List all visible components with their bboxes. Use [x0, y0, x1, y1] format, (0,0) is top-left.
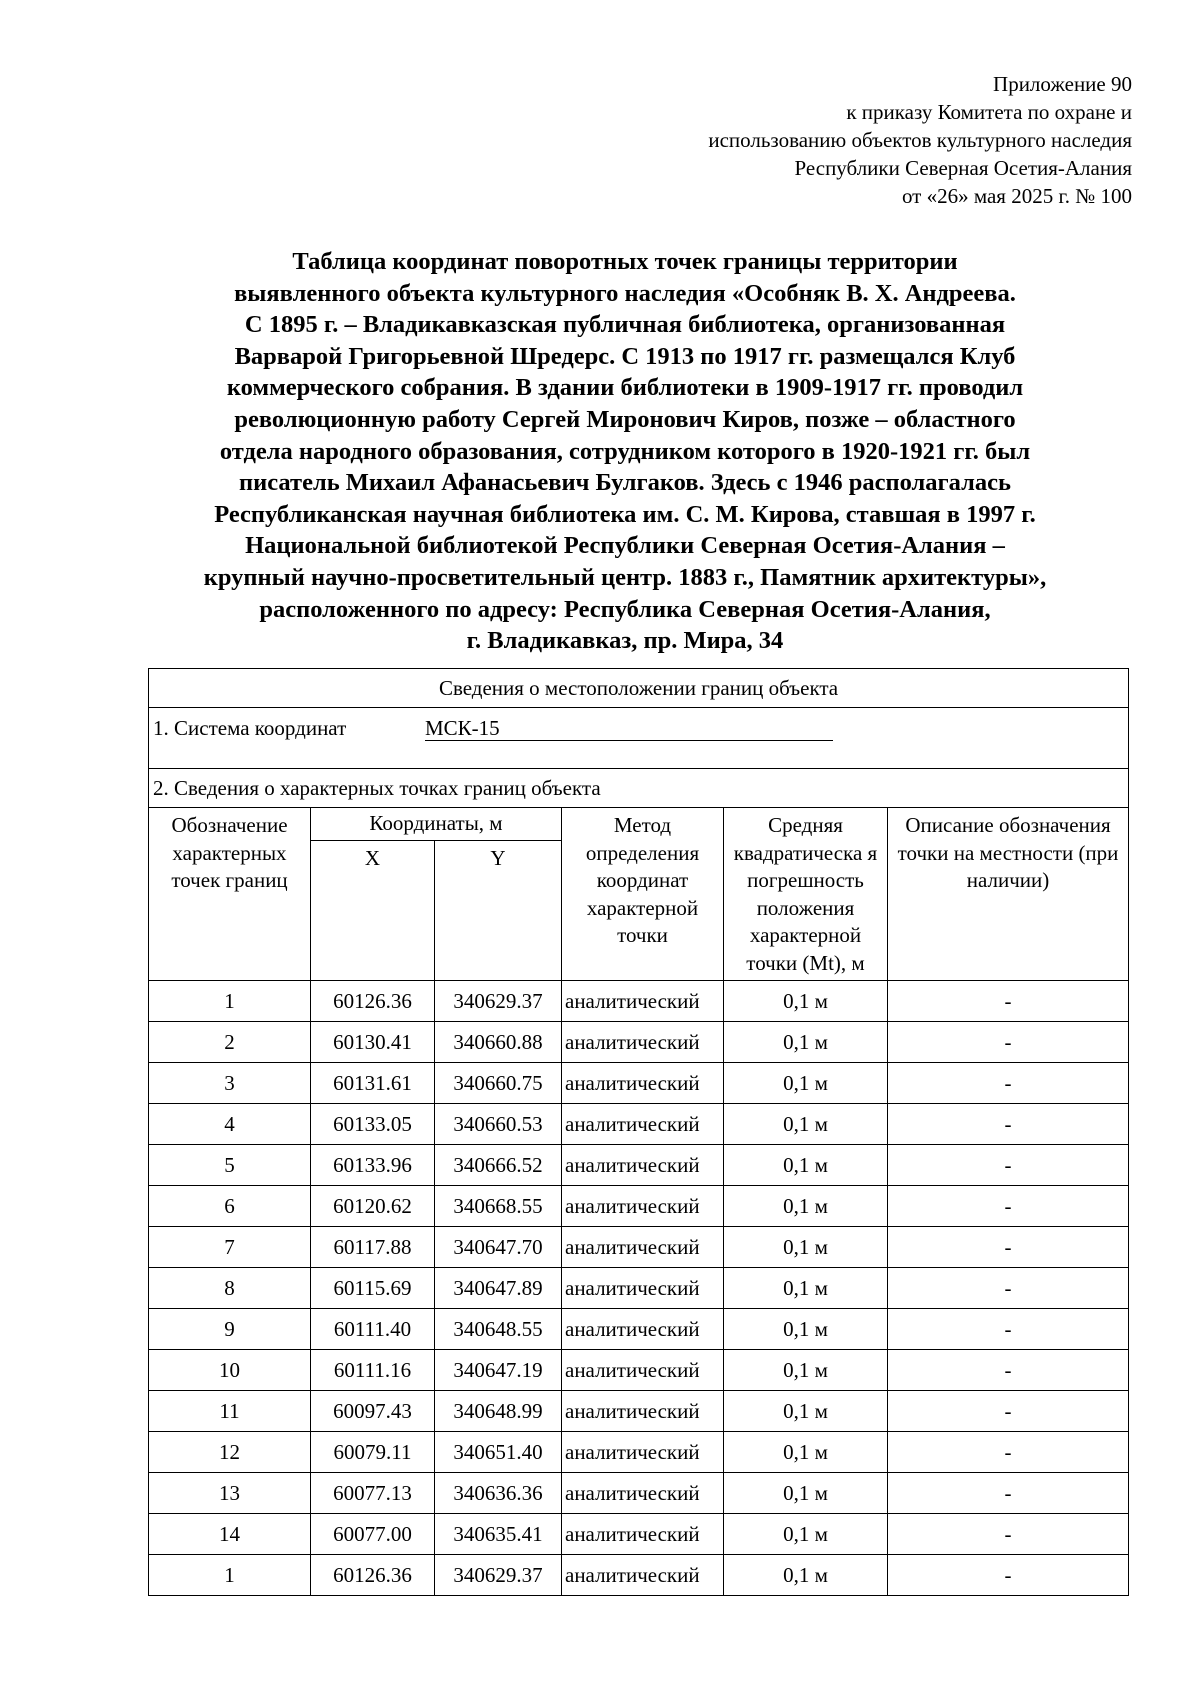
title-line: Таблица координат поворотных точек границы территории: [292, 248, 958, 275]
coordinate-x: 60077.00: [311, 1514, 435, 1555]
header-line: Приложение 90: [993, 72, 1132, 96]
point-number: 7: [149, 1227, 311, 1268]
table-row: [149, 1145, 1129, 1186]
coordinate-system-cell: [149, 708, 1129, 769]
error-value: 0,1 м: [724, 1104, 888, 1145]
point-number: 10: [149, 1350, 311, 1391]
error-value: 0,1 м: [724, 1268, 888, 1309]
point-number: 5: [149, 1145, 311, 1186]
point-number: 1: [149, 981, 311, 1022]
point-number: 9: [149, 1309, 311, 1350]
point-number: 11: [149, 1391, 311, 1432]
table-row: [149, 1186, 1129, 1227]
title-line: крупный научно-просветительный центр. 1883 г., Памятник архитектуры»,: [203, 563, 1047, 591]
method-value: аналитический: [562, 1432, 724, 1473]
title-line: г. Владикавказ, пр. Мира, 34: [466, 627, 784, 655]
column-header-x: X: [311, 841, 435, 981]
coordinate-y: 340648.55: [435, 1309, 562, 1350]
error-value: 0,1 м: [724, 1473, 888, 1514]
title-line: Республиканская научная библиотека им. С. М. Кирова, ставшая в 1997 г.: [214, 500, 1036, 528]
description-value: -: [888, 1473, 1129, 1514]
coordinate-y: 340660.88: [435, 1022, 562, 1063]
table-row: [149, 1350, 1129, 1391]
column-header-method: Метод определения координат характерной точки: [562, 808, 724, 981]
coordinate-y: 340648.99: [435, 1391, 562, 1432]
header-line: к приказу Комитета по охране и: [846, 100, 1132, 124]
point-number: 8: [149, 1268, 311, 1309]
title-line: отдела народного образования, сотрудником которого в 1920-1921 гг. был: [219, 437, 1031, 465]
table-row: [149, 981, 1129, 1022]
description-value: -: [888, 1350, 1129, 1391]
column-header-coordinates: Координаты, м: [311, 808, 562, 841]
error-value: 0,1 м: [724, 1432, 888, 1473]
coordinate-y: 340660.53: [435, 1104, 562, 1145]
coordinate-x: 60097.43: [311, 1391, 435, 1432]
table-row: [149, 1473, 1129, 1514]
description-value: -: [888, 1104, 1129, 1145]
method-value: аналитический: [562, 1022, 724, 1063]
coordinate-x: 60130.41: [311, 1022, 435, 1063]
error-value: 0,1 м: [724, 1555, 888, 1596]
coordinate-y: 340666.52: [435, 1145, 562, 1186]
description-value: -: [888, 1268, 1129, 1309]
method-value: аналитический: [562, 981, 724, 1022]
title-line: коммерческого собрания. В здании библиотеки в 1909-1917 гг. проводил: [226, 374, 1024, 402]
method-value: аналитический: [562, 1555, 724, 1596]
table-row: [149, 1391, 1129, 1432]
point-number: 12: [149, 1432, 311, 1473]
title-line: писатель Михаил Афанасьевич Булгаков. Здесь с 1946 располагалась: [239, 469, 1011, 497]
header-line: от «26» мая 2025 г. № 100: [901, 184, 1132, 208]
description-value: -: [888, 1514, 1129, 1555]
column-header-designation: Обозначение характерных точек границ: [149, 808, 311, 981]
point-number: 3: [149, 1063, 311, 1104]
description-value: -: [888, 1391, 1129, 1432]
order-header: [708, 70, 1132, 210]
error-value: 0,1 м: [724, 1350, 888, 1391]
title-line: выявленного объекта культурного наследия «Особняк В. Х. Андреева.: [234, 279, 1016, 307]
header-line: Республики Северная Осетия-Алания: [794, 156, 1132, 180]
column-header-description: Описание обозначения точки на местности (при наличии): [888, 808, 1129, 981]
method-value: аналитический: [562, 1145, 724, 1186]
method-value: аналитический: [562, 1473, 724, 1514]
point-number: 6: [149, 1186, 311, 1227]
point-number: 1: [149, 1555, 311, 1596]
table-row: [149, 1309, 1129, 1350]
document-title: [130, 246, 1120, 657]
coordinate-x: 60133.96: [311, 1145, 435, 1186]
error-value: 0,1 м: [724, 1309, 888, 1350]
section-title-row: [149, 669, 1129, 708]
method-value: аналитический: [562, 1227, 724, 1268]
coordinate-x: 60117.88: [311, 1227, 435, 1268]
title-line: Варварой Григорьевной Шредерс. С 1913 по 1917 гг. размещался Клуб: [234, 342, 1016, 370]
coordinate-x: 60131.61: [311, 1063, 435, 1104]
error-value: 0,1 м: [724, 1391, 888, 1432]
error-value: 0,1 м: [724, 1063, 888, 1104]
coordinates-table: [148, 668, 1129, 1596]
table-row: [149, 1022, 1129, 1063]
table-row: [149, 1555, 1129, 1596]
table-row: [149, 1514, 1129, 1555]
coordinate-y: 340636.36: [435, 1473, 562, 1514]
error-value: 0,1 м: [724, 1186, 888, 1227]
coordinate-x: 60133.05: [311, 1104, 435, 1145]
coordinate-y: 340629.37: [435, 981, 562, 1022]
point-number: 13: [149, 1473, 311, 1514]
coordinate-y: 340660.75: [435, 1063, 562, 1104]
coordinate-x: 60077.13: [311, 1473, 435, 1514]
title-line: расположенного по адресу: Республика Северная Осетия-Алания,: [259, 595, 991, 623]
description-value: -: [888, 981, 1129, 1022]
column-header-error: Средняя квадратическа я погрешность положения характерной точки (Mt), м: [724, 808, 888, 981]
coordinate-x: 60115.69: [311, 1268, 435, 1309]
coordinate-y: 340651.40: [435, 1432, 562, 1473]
coordinate-x: 60111.16: [311, 1350, 435, 1391]
title-line: революционную работу Сергей Миронович Киров, позже – областного: [234, 405, 1016, 433]
error-value: 0,1 м: [724, 1022, 888, 1063]
coordinate-x: 60126.36: [311, 1555, 435, 1596]
description-value: -: [888, 1309, 1129, 1350]
section-title: Сведения о местоположении границ объекта: [149, 669, 1129, 708]
coordinate-y: 340668.55: [435, 1186, 562, 1227]
table-body: [149, 981, 1129, 1596]
table-row: [149, 1227, 1129, 1268]
coordinate-y: 340629.37: [435, 1555, 562, 1596]
coordinate-system-row: [149, 708, 1129, 769]
point-number: 4: [149, 1104, 311, 1145]
table-header-row: [149, 808, 1129, 841]
coordinate-x: 60120.62: [311, 1186, 435, 1227]
points-info-label: 2. Сведения о характерных точках границ объекта: [149, 769, 1129, 808]
table-row: [149, 1063, 1129, 1104]
description-value: -: [888, 1022, 1129, 1063]
coordinate-system-value: МСК-15: [425, 716, 833, 741]
description-value: -: [888, 1432, 1129, 1473]
coordinate-y: 340647.89: [435, 1268, 562, 1309]
error-value: 0,1 м: [724, 1145, 888, 1186]
error-value: 0,1 м: [724, 1227, 888, 1268]
coordinate-y: 340647.19: [435, 1350, 562, 1391]
method-value: аналитический: [562, 1514, 724, 1555]
coordinate-y: 340635.41: [435, 1514, 562, 1555]
description-value: -: [888, 1063, 1129, 1104]
point-number: 2: [149, 1022, 311, 1063]
description-value: -: [888, 1145, 1129, 1186]
method-value: аналитический: [562, 1350, 724, 1391]
coordinate-x: 60126.36: [311, 981, 435, 1022]
table-row: [149, 1104, 1129, 1145]
title-line: С 1895 г. – Владикавказская публичная библиотека, организованная: [244, 311, 1006, 339]
coordinate-x: 60079.11: [311, 1432, 435, 1473]
coordinate-system-label: 1. Система координат: [153, 716, 347, 740]
error-value: 0,1 м: [724, 1514, 888, 1555]
method-value: аналитический: [562, 1268, 724, 1309]
method-value: аналитический: [562, 1309, 724, 1350]
table-row: [149, 1268, 1129, 1309]
coordinate-x: 60111.40: [311, 1309, 435, 1350]
method-value: аналитический: [562, 1391, 724, 1432]
table-row: [149, 1432, 1129, 1473]
column-header-y: Y: [435, 841, 562, 981]
points-info-row: [149, 769, 1129, 808]
error-value: 0,1 м: [724, 981, 888, 1022]
description-value: -: [888, 1186, 1129, 1227]
header-line: использованию объектов культурного наследия: [708, 128, 1132, 152]
coordinate-y: 340647.70: [435, 1227, 562, 1268]
method-value: аналитический: [562, 1063, 724, 1104]
method-value: аналитический: [562, 1104, 724, 1145]
description-value: -: [888, 1227, 1129, 1268]
point-number: 14: [149, 1514, 311, 1555]
title-line: Национальной библиотекой Республики Северная Осетия-Алания –: [245, 532, 1005, 560]
description-value: -: [888, 1555, 1129, 1596]
method-value: аналитический: [562, 1186, 724, 1227]
